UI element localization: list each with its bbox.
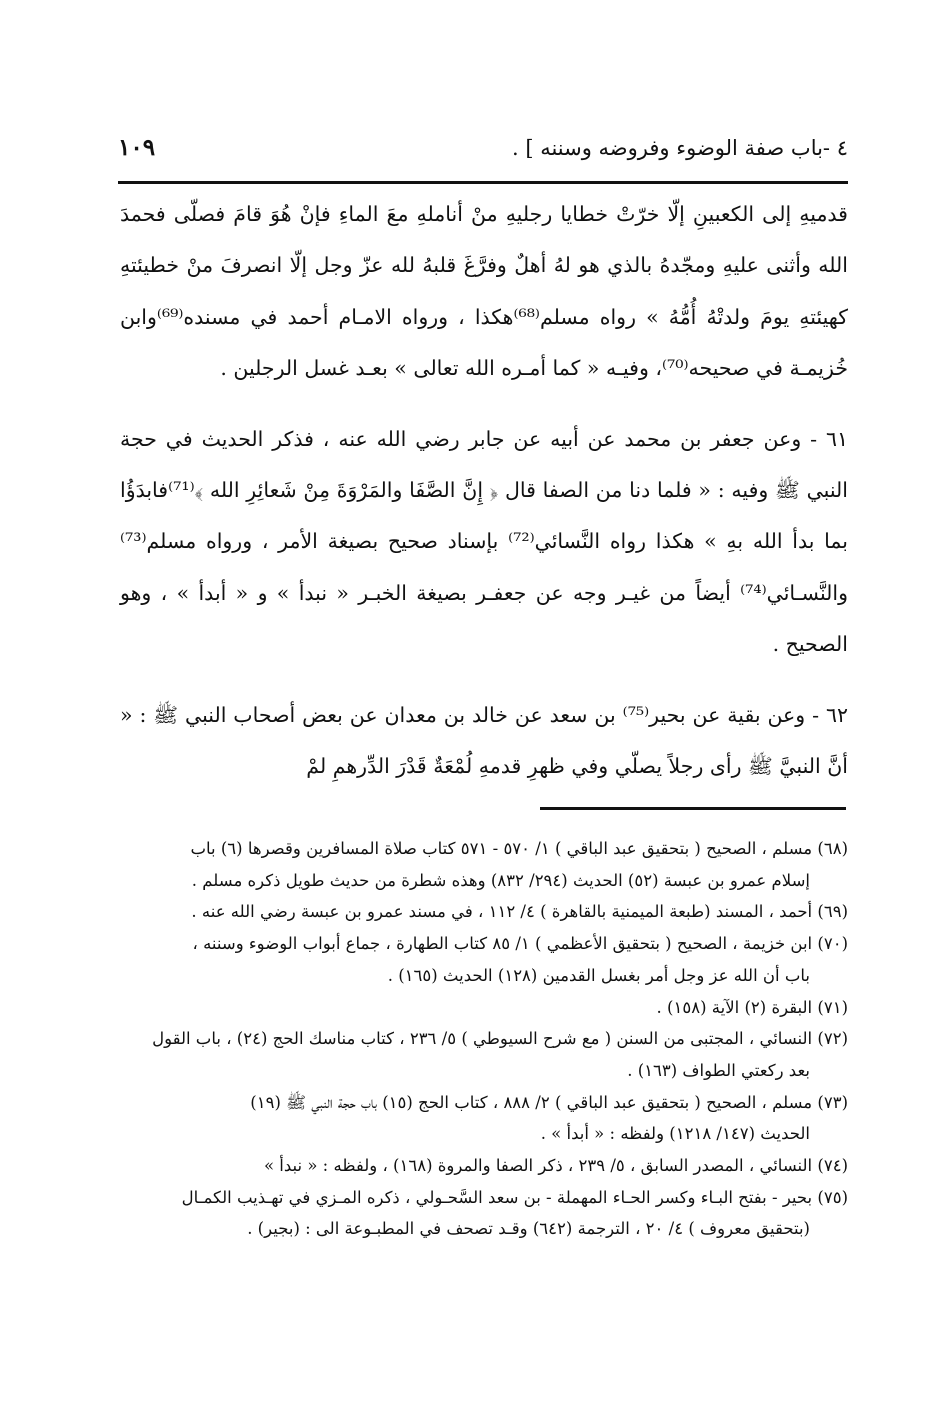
- footnote-line: (٧٤) النسائي ، المصدر السابق ، ٥/ ٢٣٩ ، ذكر الصفا والمروة (١٦٨) ، ولفظه : « نبدأ »: [263, 1156, 848, 1176]
- footnote-line: (٧٥) بحير - بفتح البـاء وكسر الحـاء المهملة - بن سعد السَّحـولي ، ذكره المـزي في تهـذيب الكمـال: [181, 1187, 848, 1207]
- footnotes: [122, 833, 848, 1245]
- header-rule: [118, 181, 848, 184]
- footnote-separator: [540, 807, 846, 810]
- footnote-line: (٦٨) مسلم ، الصحيح ( بتحقيق عبد الباقي ) ١/ ٥٧٠ - ٥٧١ كتاب صلاة المسافرين وقصرها (٦) باب: [190, 839, 848, 858]
- footnote-line: (٧٣) مسلم ، الصحيح ( بتحقيق عبد الباقي ) ٢/ ٨٨٨ ، كتاب الحج (١٥) باب حجة النبي ﷺ (١٩): [250, 1092, 848, 1112]
- footnote-line: (بتحقيق معروف ) ٤/ ٢٠ ، الترجمة (٦٤٢) وقـد تصحف في المطبـوعة الى : (بجير) .: [247, 1219, 810, 1239]
- footnote-line: إسلام عمرو بن عبسة (٥٢) الحديث (٢٩٤/ ٨٣٢) وهذه شطرة من حديث طويل ذكره مسلم .: [191, 870, 810, 890]
- paragraph-continuation: قدميهِ إلى الكعبينِ إلّا خرّتْ خطايا رجليهِ منْ أناملهِ معَ الماءِ فإنْ هُوَ قامَ فصلّى فحمدَ الله وأثنى عليهِ ومجّدهُ بالذي هو لهُ أهلٌ وفرَّغَ قلبهُ لله عزّ وجل إلّا انصرفَ منْ خطيئتهِ كهيئتهِ يومَ ولدتْهُ أُمُّهُ » رواه مسلم⁽⁶⁸⁾هكذا ، ورواه الامـام أحمد في مسنده⁽⁶⁹⁾وابن خُزيمـة في صحيحه⁽⁷⁰⁾، وفيـه « كما أمـره الله تعالى » بعـد غسل الرجلين .: [120, 202, 848, 381]
- page-header: [118, 132, 848, 172]
- footnote-line: بعد ركعتي الطواف (١٦٣) .: [627, 1060, 810, 1080]
- page-number: ١٠٩: [118, 134, 156, 161]
- footnote-line: الحديث (١٤٧/ ١٢١٨) ولفظه : « أبدأ » .: [540, 1124, 810, 1144]
- paragraph-hadith-61: ٦١ - وعن جعفر بن محمد عن أبيه عن جابر رضي الله عنه ، فذكر الحديث في حجة النبي ﷺ وفيه : « فلما دنا من الصفا قال ﴿ إِنَّ الصَّفَا والمَرْوَةَ مِنْ شَعائِرِ الله ﴾⁽⁷¹⁾فابدَؤُا بما بدأ الله بهِ » هكذا رواه النَّسائي⁽⁷²⁾ بإسناد صحيح بصيغة الأمر ، ورواه مسلم⁽⁷³⁾والنَّسـائي⁽⁷⁴⁾ أيضاً من غيـر وجه عن جعفـر بصيغة الخبـر « نبدأ » و « أبدأ » ، وهو الصحيح .: [120, 426, 848, 657]
- main-text: [120, 189, 848, 792]
- paragraph-hadith-62: ٦٢ - وعن بقية عن بحير⁽⁷⁵⁾ بن سعد عن خالد بن معدان عن بعض أصحاب النبي ﷺ : « أنَّ النبيَّ ﷺ رأى رجلاً يصلّي وفي ظهرِ قدمهِ لُمْعَةٌ قَدْرَ الدِّرهمِ لمْ: [120, 702, 848, 779]
- footnote-line: (٧١) البقرة (٢) الآية (١٥٨) .: [656, 997, 848, 1017]
- footnote-line: باب أن الله عز وجل أمر بغسل القدمين (١٢٨) الحديث (١٦٥) .: [387, 965, 810, 985]
- footnote-line: (٧٢) النسائي ، المجتبى من السنن ( مع شرح السيوطي ) ٥/ ٢٣٦ ، كتاب مناسك الحج (٢٤) ، باب القول: [152, 1029, 848, 1049]
- running-title: ٤ -باب صفة الوضوء وفروضه وسننه ] .: [511, 136, 848, 160]
- footnote-line: (٧٠) ابن خزيمة ، الصحيح ( بتحقيق الأعظمي ) ١/ ٨٥ كتاب الطهارة ، جماع أبواب الوضوء وسننه ،: [192, 934, 848, 954]
- footnote-line: (٦٩) أحمد ، المسند (طبعة الميمنية بالقاهرة ) ٤/ ١١٢ ، في مسند عمرو بن عبسة رضي الله عنه .: [191, 902, 848, 922]
